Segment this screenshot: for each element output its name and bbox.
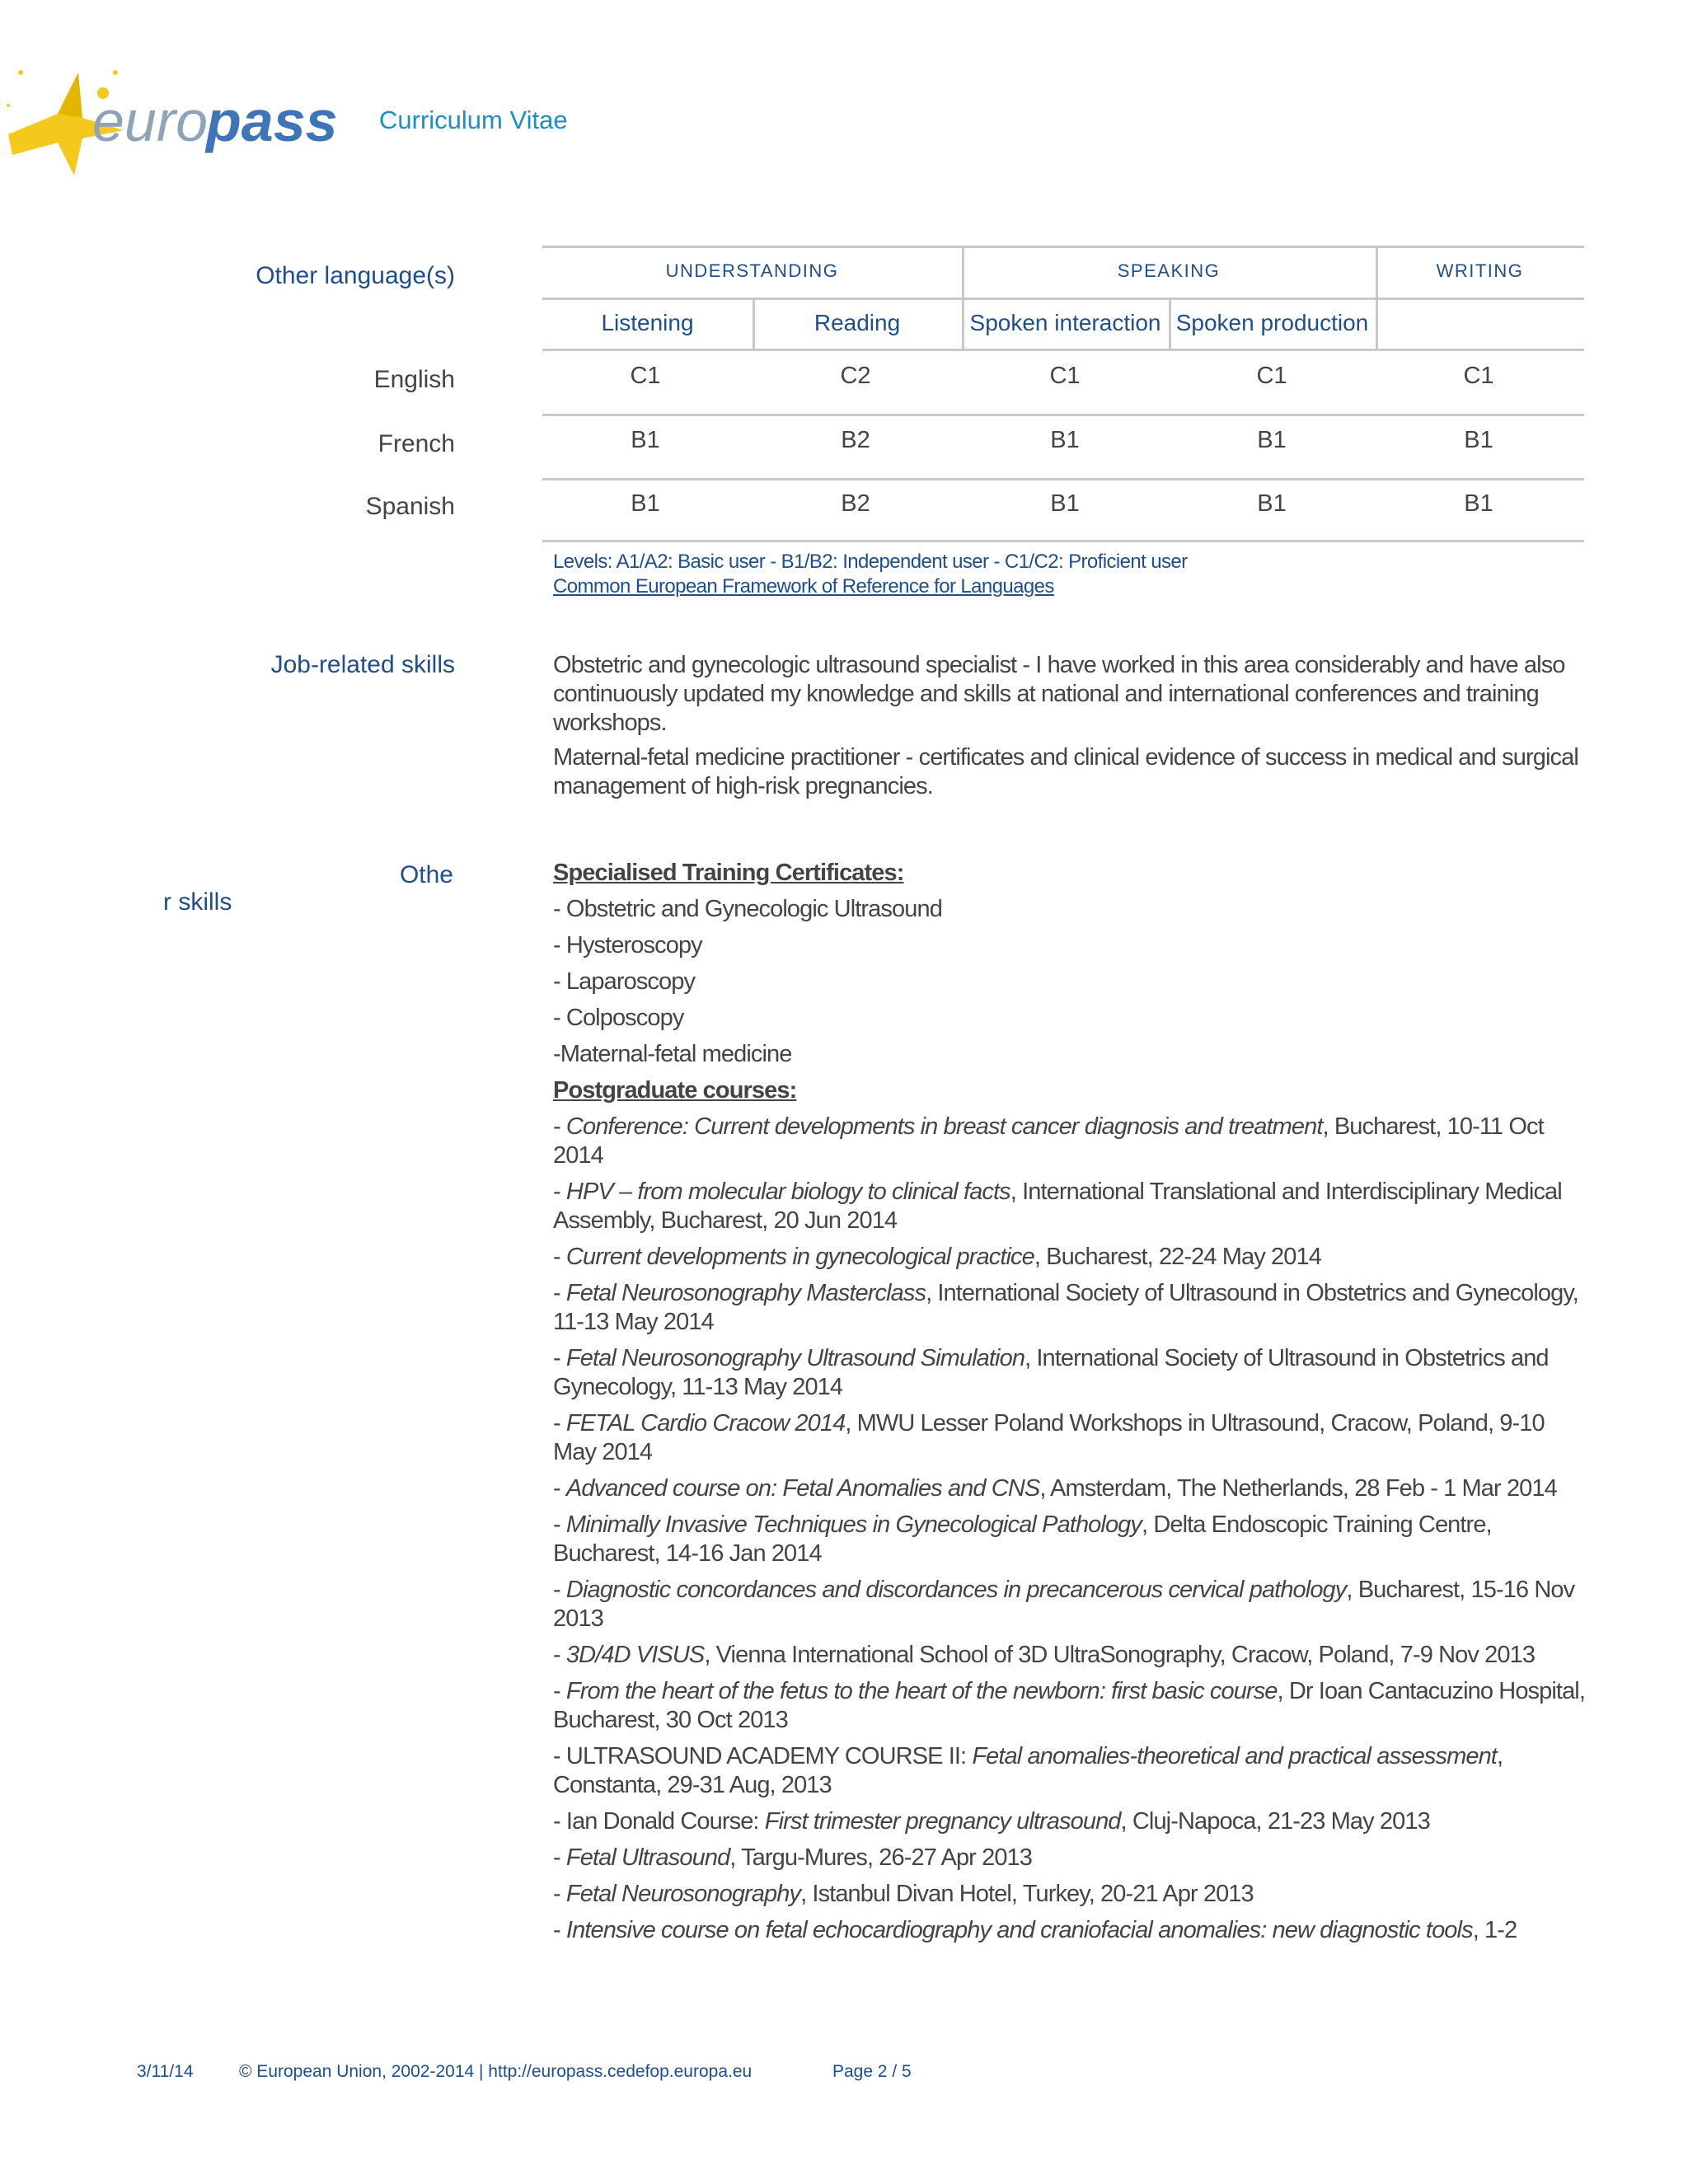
- course-item: [553, 1409, 1587, 1467]
- course-prefix: - ULTRASOUND ACADEMY COURSE II:: [553, 1743, 973, 1769]
- level-cell: B1: [1257, 490, 1287, 517]
- footer-page-number: Page 2 / 5: [832, 2062, 912, 2081]
- europass-logo: [0, 56, 346, 180]
- course-item: [553, 1677, 1587, 1735]
- course-prefix: -: [553, 1475, 566, 1502]
- course-details: , Bucharest, 22-24 May 2014: [1034, 1244, 1321, 1270]
- course-title: Diagnostic concordances and discordances in precancerous cervical pathology: [565, 1577, 1347, 1603]
- certificates-heading: Specialised Training Certificates:: [553, 860, 904, 886]
- course-details: , International Society of Ultrasound in Obstetrics and Gynecology, 11-13 May 2014: [553, 1280, 1578, 1335]
- level-cell: B1: [631, 490, 660, 517]
- language-name-english: English: [373, 366, 455, 393]
- course-details: , 1-2: [1472, 1917, 1517, 1943]
- certificate-item: - Hysteroscopy: [553, 932, 702, 958]
- course-item: [553, 1641, 1587, 1670]
- level-cell: B1: [1050, 427, 1080, 453]
- footer-date: 3/11/14: [137, 2062, 194, 2081]
- course-details: , Targu-Mures, 26-27 Apr 2013: [729, 1844, 1032, 1871]
- course-prefix: -: [553, 1917, 566, 1943]
- course-prefix: -: [553, 1345, 566, 1371]
- course-title: HPV – from molecular biology to clinical facts: [565, 1179, 1010, 1205]
- language-name-french: French: [377, 430, 455, 457]
- level-cell: C1: [630, 363, 661, 389]
- certificate-item: -Maternal-fetal medicine: [553, 1041, 792, 1067]
- course-title: Advanced course on: Fetal Anomalies and CNS: [565, 1475, 1040, 1502]
- svg-text:euro: euro: [92, 89, 209, 153]
- course-prefix: -: [553, 1113, 566, 1140]
- course-title: Fetal Ultrasound: [565, 1844, 730, 1871]
- course-prefix: -: [553, 1179, 566, 1205]
- course-item: [553, 1243, 1587, 1272]
- level-cell: C1: [1463, 363, 1494, 389]
- level-cell: B1: [1050, 490, 1080, 517]
- reading-subheader: Reading: [814, 310, 901, 335]
- job-skills-label: Job-related skills: [270, 651, 455, 678]
- other-skills-label-line2: r skills: [163, 888, 232, 916]
- course-details: , Amsterdam, The Netherlands, 28 Feb - 1 Mar 2014: [1039, 1475, 1557, 1502]
- understanding-header: UNDERSTANDING: [665, 260, 839, 281]
- course-title: Fetal Neurosonography Ultrasound Simulation: [565, 1345, 1025, 1371]
- course-item: [553, 1279, 1587, 1337]
- svg-text:pass: pass: [206, 89, 338, 153]
- course-prefix: -: [553, 1280, 566, 1306]
- course-item: [553, 1916, 1587, 1945]
- certificate-item: - Laparoscopy: [553, 968, 696, 995]
- course-item: [553, 1576, 1587, 1633]
- language-name-spanish: Spanish: [365, 493, 455, 520]
- course-details: , Istanbul Divan Hotel, Turkey, 20-21 Apr 2013: [800, 1881, 1254, 1907]
- speaking-header: SPEAKING: [1117, 260, 1221, 281]
- other-skills-label-line1: Othe: [399, 861, 453, 888]
- courses-heading: Postgraduate courses:: [553, 1077, 797, 1104]
- course-details: , Constanta, 29-31 Aug, 2013: [553, 1743, 1503, 1798]
- level-cell: C2: [840, 363, 871, 389]
- level-cell: B2: [841, 427, 870, 453]
- course-details: , Cluj-Napoca, 21-23 May 2013: [1120, 1808, 1430, 1835]
- other-skills-body: [553, 859, 1587, 1952]
- courses-list: [553, 1113, 1587, 1945]
- course-item: [553, 1844, 1587, 1872]
- course-prefix: -: [553, 1881, 566, 1907]
- job-skills-paragraph: Obstetric and gynecologic ultrasound specialist - I have worked in this area considerably and have also continuously updated my knowledge and skills at national and international conferences and training workshops.: [553, 652, 1565, 736]
- listening-subheader: Listening: [601, 310, 694, 335]
- course-item: [553, 1511, 1587, 1568]
- level-cell: B2: [841, 490, 870, 517]
- course-title: FETAL Cardio Cracow 2014: [565, 1410, 846, 1436]
- course-title: First trimester pregnancy ultrasound: [764, 1808, 1121, 1835]
- course-item: [553, 1474, 1587, 1503]
- footer-copyright[interactable]: © European Union, 2002-2014 | http://europass.cedefop.europa.eu: [239, 2062, 753, 2081]
- course-prefix: -: [553, 1511, 566, 1538]
- course-title: From the heart of the fetus to the heart of the newborn: first basic course: [565, 1678, 1278, 1704]
- language-grid: [542, 246, 1584, 541]
- job-skills-paragraph: Maternal-fetal medicine practitioner - certificates and clinical evidence of success in medical and surgical management of high-risk pregnancies.: [553, 744, 1578, 799]
- certificate-item: - Obstetric and Gynecologic Ultrasound: [553, 896, 942, 922]
- course-title: Fetal Neurosonography Masterclass: [565, 1280, 926, 1306]
- course-details: , Bucharest, 10-11 Oct 2014: [553, 1113, 1544, 1169]
- cefr-link[interactable]: Common European Framework of Reference for Languages: [553, 575, 1054, 598]
- levels-note: Levels: A1/A2: Basic user - B1/B2: Independent user - C1/C2: Proficient user: [553, 551, 1188, 573]
- course-item: [553, 1880, 1587, 1909]
- job-skills-text: [553, 651, 1583, 807]
- course-item: [553, 1178, 1587, 1235]
- course-item: [553, 1344, 1587, 1402]
- certificate-item: - Colposcopy: [553, 1005, 684, 1031]
- course-title: Fetal Neurosonography: [565, 1881, 801, 1907]
- course-prefix: -: [553, 1410, 566, 1436]
- course-item: [553, 1113, 1587, 1170]
- level-cell: C1: [1256, 363, 1287, 389]
- course-title: Intensive course on fetal echocardiography and craniofacial anomalies: new diagnostic tools: [565, 1917, 1473, 1943]
- level-cell: C1: [1049, 363, 1081, 389]
- course-details: , Bucharest, 15-16 Nov 2013: [553, 1577, 1575, 1632]
- level-cell: B1: [1464, 490, 1493, 517]
- course-prefix: -: [553, 1844, 566, 1871]
- level-cell: B1: [631, 427, 660, 453]
- course-details: , Dr Ioan Cantacuzino Hospital, Bucharest, 30 Oct 2013: [553, 1678, 1586, 1733]
- course-details: , Delta Endoscopic Training Centre, Bucharest, 14-16 Jan 2014: [553, 1511, 1492, 1567]
- course-title: Conference: Current developments in breast cancer diagnosis and treatment: [565, 1113, 1323, 1140]
- course-details: , International Translational and Interdisciplinary Medical Assembly, Bucharest, 20 Jun 2014: [553, 1179, 1562, 1234]
- spoken-interaction-subheader: Spoken interaction: [969, 310, 1161, 335]
- languages-label: Other language(s): [256, 262, 455, 289]
- course-details: , MWU Lesser Poland Workshops in Ultrasound, Cracow, Poland, 9-10 May 2014: [553, 1410, 1545, 1465]
- course-prefix: -: [553, 1244, 566, 1270]
- cv-title: Curriculum Vitae: [379, 105, 568, 134]
- course-details: , International Society of Ultrasound in Obstetrics and Gynecology, 11-13 May 2014: [553, 1345, 1549, 1400]
- course-title: Fetal anomalies-theoretical and practical assessment: [972, 1743, 1497, 1769]
- level-cell: B1: [1257, 427, 1287, 453]
- level-cell: B1: [1464, 427, 1493, 453]
- course-prefix: - Ian Donald Course:: [553, 1808, 765, 1835]
- course-details: , Vienna International School of 3D UltraSonography, Cracow, Poland, 7-9 Nov 2013: [704, 1642, 1536, 1668]
- course-prefix: -: [553, 1642, 566, 1668]
- course-prefix: -: [553, 1577, 566, 1603]
- course-title: Minimally Invasive Techniques in Gynecological Pathology: [565, 1511, 1142, 1538]
- writing-header: WRITING: [1436, 260, 1524, 281]
- course-prefix: -: [553, 1678, 566, 1704]
- course-title: Current developments in gynecological practice: [565, 1244, 1034, 1270]
- course-title: 3D/4D VISUS: [565, 1642, 705, 1668]
- course-item: [553, 1807, 1587, 1836]
- spoken-production-subheader: Spoken production: [1175, 310, 1369, 335]
- course-item: [553, 1742, 1587, 1800]
- certificates-list: [553, 895, 1587, 1069]
